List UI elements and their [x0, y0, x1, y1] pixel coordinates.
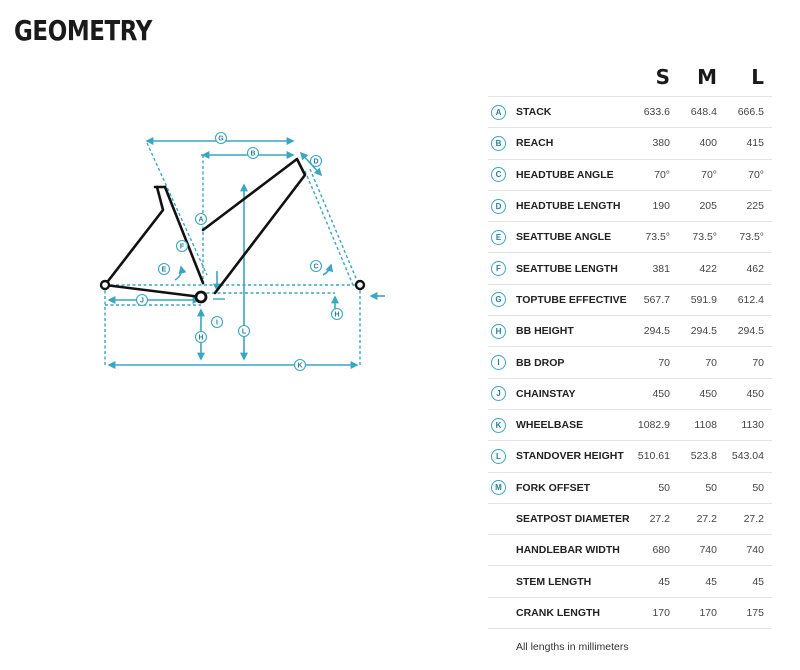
row-key-badge — [491, 510, 506, 525]
value-l: 294.5 — [725, 316, 772, 347]
value-l: 27.2 — [725, 503, 772, 534]
seatstay — [105, 187, 163, 285]
row-key-cell — [488, 409, 514, 440]
value-l: 543.04 — [725, 441, 772, 472]
table-row — [488, 284, 772, 315]
row-label: HEADTUBE ANGLE — [514, 159, 631, 190]
value-s: 680 — [631, 535, 678, 566]
table-row — [488, 535, 772, 566]
seattube-extension — [147, 143, 207, 275]
svg-text:F: F — [179, 243, 185, 251]
value-m: 648.4 — [678, 97, 725, 128]
bike-frame — [105, 159, 305, 297]
geometry-table-body — [488, 97, 772, 629]
svg-text:C: C — [313, 263, 319, 271]
svg-text:H: H — [334, 311, 340, 319]
row-key-cell — [488, 316, 514, 347]
value-l: 70° — [725, 159, 772, 190]
value-l: 1130 — [725, 409, 772, 440]
row-key-cell — [488, 535, 514, 566]
size-header-s: S — [631, 58, 678, 97]
header-spacer — [514, 58, 631, 97]
svg-text:D: D — [313, 158, 319, 166]
row-key-badge: H — [491, 324, 506, 339]
row-key-cell — [488, 566, 514, 597]
row-label: STANDOVER HEIGHT — [514, 441, 631, 472]
row-key-cell — [488, 97, 514, 128]
rear-axle — [101, 281, 109, 289]
diagram-label-k — [295, 360, 306, 371]
value-m: 523.8 — [678, 441, 725, 472]
row-label: STEM LENGTH — [514, 566, 631, 597]
table-row — [488, 97, 772, 128]
value-s: 510.61 — [631, 441, 678, 472]
value-m: 70 — [678, 347, 725, 378]
diagram-label-h — [196, 332, 207, 343]
row-key-cell — [488, 503, 514, 534]
diagram-label-f — [177, 241, 188, 252]
table-row — [488, 503, 772, 534]
value-l: 225 — [725, 190, 772, 221]
value-s: 567.7 — [631, 284, 678, 315]
row-label: SEATTUBE ANGLE — [514, 222, 631, 253]
size-header-row — [488, 58, 772, 97]
geometry-diagram-svg — [95, 125, 395, 375]
row-key-cell — [488, 253, 514, 284]
row-key-cell — [488, 284, 514, 315]
value-m: 73.5° — [678, 222, 725, 253]
diagram-label-h-front — [332, 309, 343, 320]
row-label: CRANK LENGTH — [514, 597, 631, 628]
value-m: 591.9 — [678, 284, 725, 315]
row-key-badge: I — [491, 355, 506, 370]
table-row — [488, 222, 772, 253]
svg-text:J: J — [140, 297, 144, 305]
row-key-cell — [488, 190, 514, 221]
diagram-label-l — [239, 326, 250, 337]
value-s: 170 — [631, 597, 678, 628]
diagram-label-j — [137, 295, 148, 306]
value-l: 415 — [725, 128, 772, 159]
value-s: 633.6 — [631, 97, 678, 128]
value-s: 381 — [631, 253, 678, 284]
value-s: 70° — [631, 159, 678, 190]
table-row — [488, 597, 772, 628]
row-key-badge — [491, 604, 506, 619]
value-m: 27.2 — [678, 503, 725, 534]
value-s: 450 — [631, 378, 678, 409]
diagram-label-d — [311, 156, 322, 167]
value-l: 70 — [725, 347, 772, 378]
row-key-badge: G — [491, 292, 506, 307]
diagram-labels — [137, 133, 343, 371]
row-label: HANDLEBAR WIDTH — [514, 535, 631, 566]
value-m: 205 — [678, 190, 725, 221]
table-row — [488, 409, 772, 440]
row-key-badge: L — [491, 449, 506, 464]
row-key-cell — [488, 597, 514, 628]
row-key-cell — [488, 222, 514, 253]
row-label: FORK OFFSET — [514, 472, 631, 503]
row-label: TOPTUBE EFFECTIVE — [514, 284, 631, 315]
svg-text:L: L — [241, 328, 247, 336]
value-l: 73.5° — [725, 222, 772, 253]
value-m: 70° — [678, 159, 725, 190]
table-row — [488, 472, 772, 503]
value-s: 73.5° — [631, 222, 678, 253]
bottom-bracket — [196, 292, 206, 302]
downtube-toptube — [203, 159, 305, 293]
value-s: 70 — [631, 347, 678, 378]
row-key-badge: E — [491, 230, 506, 245]
svg-text:H: H — [198, 334, 204, 342]
value-s: 1082.9 — [631, 409, 678, 440]
page-title: GEOMETRY — [14, 14, 153, 47]
units-footnote: All lengths in millimeters — [516, 641, 629, 653]
row-key-badge: M — [491, 480, 506, 495]
row-key-cell — [488, 347, 514, 378]
table-row — [488, 253, 772, 284]
svg-text:B: B — [250, 150, 256, 158]
table-row — [488, 316, 772, 347]
value-m: 45 — [678, 566, 725, 597]
value-s: 190 — [631, 190, 678, 221]
value-m: 294.5 — [678, 316, 725, 347]
row-key-badge: F — [491, 261, 506, 276]
value-s: 27.2 — [631, 503, 678, 534]
svg-text:K: K — [297, 362, 303, 370]
value-m: 170 — [678, 597, 725, 628]
table-row — [488, 441, 772, 472]
row-key-badge — [491, 541, 506, 556]
row-label: REACH — [514, 128, 631, 159]
svg-text:I: I — [216, 319, 218, 327]
value-m: 740 — [678, 535, 725, 566]
row-key-badge: B — [491, 136, 506, 151]
value-l: 462 — [725, 253, 772, 284]
size-header-l: L — [725, 58, 772, 97]
row-label: HEADTUBE LENGTH — [514, 190, 631, 221]
row-label: CHAINSTAY — [514, 378, 631, 409]
diagram-label-i — [212, 317, 223, 328]
table-row — [488, 378, 772, 409]
table-row — [488, 347, 772, 378]
seattube — [165, 187, 203, 283]
row-key-badge: A — [491, 105, 506, 120]
seattube-angle-arrow — [175, 267, 181, 280]
value-s: 45 — [631, 566, 678, 597]
diagram-label-a — [196, 214, 207, 225]
row-key-badge: K — [491, 418, 506, 433]
dimension-lines — [105, 143, 360, 365]
size-header-m: M — [678, 58, 725, 97]
value-m: 450 — [678, 378, 725, 409]
value-l: 450 — [725, 378, 772, 409]
headtube-angle-arrow — [323, 265, 331, 275]
value-l: 666.5 — [725, 97, 772, 128]
table-row — [488, 190, 772, 221]
geometry-diagram — [95, 125, 395, 375]
row-label: BB HEIGHT — [514, 316, 631, 347]
row-label: BB DROP — [514, 347, 631, 378]
diagram-label-e — [159, 264, 170, 275]
diagram-label-b — [248, 148, 259, 159]
row-key-badge: J — [491, 386, 506, 401]
row-label: SEATTUBE LENGTH — [514, 253, 631, 284]
geometry-table — [488, 58, 772, 629]
value-l: 175 — [725, 597, 772, 628]
row-key-cell — [488, 159, 514, 190]
svg-text:G: G — [218, 135, 224, 143]
row-label: STACK — [514, 97, 631, 128]
front-axle — [356, 281, 364, 289]
value-s: 50 — [631, 472, 678, 503]
value-m: 422 — [678, 253, 725, 284]
chainstay — [105, 285, 201, 297]
row-key-cell — [488, 472, 514, 503]
table-row — [488, 128, 772, 159]
header-spacer — [488, 58, 514, 97]
value-l: 45 — [725, 566, 772, 597]
value-l: 612.4 — [725, 284, 772, 315]
row-key-cell — [488, 128, 514, 159]
value-l: 740 — [725, 535, 772, 566]
value-l: 50 — [725, 472, 772, 503]
table-row — [488, 159, 772, 190]
row-label: WHEELBASE — [514, 409, 631, 440]
diagram-label-g — [216, 133, 227, 144]
value-m: 50 — [678, 472, 725, 503]
row-label: SEATPOST DIAMETER — [514, 503, 631, 534]
value-m: 400 — [678, 128, 725, 159]
table-row — [488, 566, 772, 597]
row-key-badge: D — [491, 199, 506, 214]
row-key-badge — [491, 573, 506, 588]
svg-text:A: A — [198, 216, 204, 224]
value-s: 294.5 — [631, 316, 678, 347]
value-m: 1108 — [678, 409, 725, 440]
svg-text:E: E — [161, 266, 167, 274]
row-key-cell — [488, 441, 514, 472]
diagram-label-c — [311, 261, 322, 272]
value-s: 380 — [631, 128, 678, 159]
row-key-cell — [488, 378, 514, 409]
row-key-badge: C — [491, 167, 506, 182]
